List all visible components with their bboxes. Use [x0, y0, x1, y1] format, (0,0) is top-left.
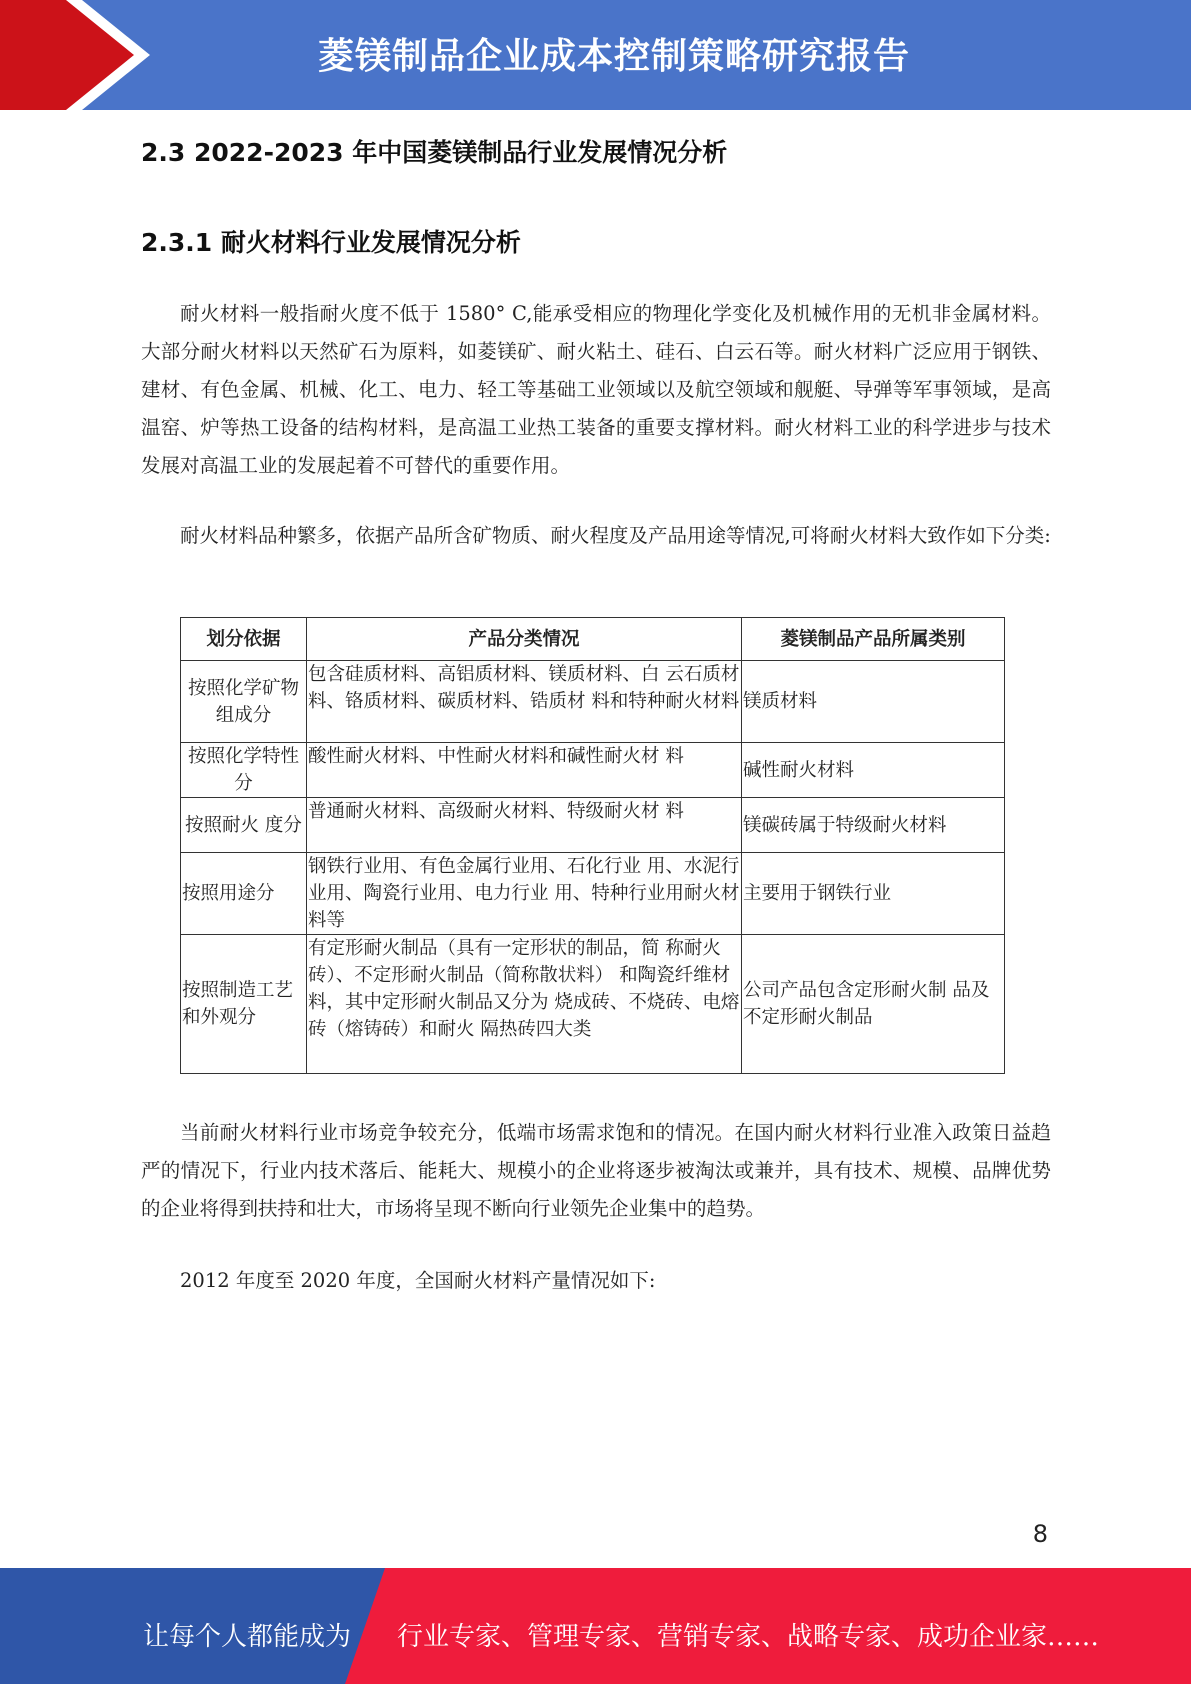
classification-table [180, 617, 1005, 1074]
report-title: 菱镁制品企业成本控制策略研究报告 [318, 36, 911, 77]
paragraph-output-intro: 2012 年度至 2020 年度，全国耐火材料产量情况如下: [180, 1269, 656, 1292]
table-cell-product-type: 镁碳砖属于特级耐火材料 [742, 798, 1005, 853]
table-cell-product-type: 镁质材料 [742, 661, 1005, 743]
page-number: 8 [1032, 1520, 1048, 1548]
footer-banner [0, 1568, 1191, 1684]
table-row [181, 853, 1005, 935]
table-cell-basis: 按照用途分 [181, 853, 307, 935]
table-cell-basis: 按照化学特性分 [181, 743, 307, 798]
table-row [181, 798, 1005, 853]
header-arrow-red [0, 0, 140, 110]
paragraph-classification: 耐火材料品种繁多，依据产品所含矿物质、耐火程度及产品用途等情况,可将耐火材料大致作如下分类: [180, 524, 1051, 547]
table-cell-category: 有定形耐火制品（具有一定形状的制品，简 称耐火砖）、不定形耐火制品（简称散状料） 和陶瓷纤维材料，其中定形耐火制品又分为 烧成砖、不烧砖、电熔砖（熔铸砖）和耐火 隔热砖四大类 [307, 935, 742, 1074]
table-cell-product-type: 碱性耐火材料 [742, 743, 1005, 798]
footer-slogan-right: 行业专家、管理专家、营销专家、战略专家、成功企业家…… [397, 1622, 1100, 1652]
table-row [181, 661, 1005, 743]
table-cell-basis: 按照制造工艺和外观分 [181, 935, 307, 1074]
table-row [181, 743, 1005, 798]
subsection-heading: 2.3.1 耐火材料行业发展情况分析 [141, 228, 521, 257]
table-header-row [181, 618, 1005, 661]
table-header-basis: 划分依据 [181, 618, 307, 661]
table-cell-category: 钢铁行业用、有色金属行业用、石化行业 用、水泥行业用、陶瓷行业用、电力行业 用、特种行业用耐火材料等 [307, 853, 742, 935]
section-heading: 2.3 2022-2023 年中国菱镁制品行业发展情况分析 [141, 138, 728, 167]
table-header-category: 产品分类情况 [307, 618, 742, 661]
header-banner [0, 0, 1191, 110]
table-header-product-type: 菱镁制品产品所属类别 [742, 618, 1005, 661]
table-cell-product-type: 公司产品包含定形耐火制 品及不定形耐火制品 [742, 935, 1005, 1074]
table-cell-basis: 按照化学矿物组成分 [181, 661, 307, 743]
table-cell-category: 酸性耐火材料、中性耐火材料和碱性耐火材 料 [307, 743, 742, 798]
table-cell-basis: 按照耐火 度分 [181, 798, 307, 853]
table-cell-category: 普通耐火材料、高级耐火材料、特级耐火材 料 [307, 798, 742, 853]
paragraph-intro: 耐火材料一般指耐火度不低于 1580° C,能承受相应的物理化学变化及机械作用的无机非金属材料。大部分耐火材料以天然矿石为原料，如菱镁矿、耐火粘土、硅石、白云石等。耐火材料广泛应用于钢铁、建材、有色金属、机械、化工、电力、轻工等基础工业领域以及航空领域和舰艇、导弹等军事领域，是高温窑、炉等热工设备的结构材料，是高温工业热工装备的重要支撑材料。耐火材料工业的科学进步与技术发展对高温工业的发展起着不可替代的重要作用。 [141, 302, 1051, 477]
footer-slogan-left: 让每个人都能成为 [143, 1622, 352, 1652]
paragraph-market: 当前耐火材料行业市场竞争较充分，低端市场需求饱和的情况。在国内耐火材料行业准入政策日益趋严的情况下，行业内技术落后、能耗大、规模小的企业将逐步被淘汰或兼并，具有技术、规模、品牌优势的企业将得到扶持和壮大，市场将呈现不断向行业领先企业集中的趋势。 [141, 1121, 1051, 1220]
table-cell-category: 包含硅质材料、高铝质材料、镁质材料、白 云石质材料、铬质材料、碳质材料、锆质材 料和特种耐火材料 [307, 661, 742, 743]
table-cell-product-type: 主要用于钢铁行业 [742, 853, 1005, 935]
table-row [181, 935, 1005, 1074]
